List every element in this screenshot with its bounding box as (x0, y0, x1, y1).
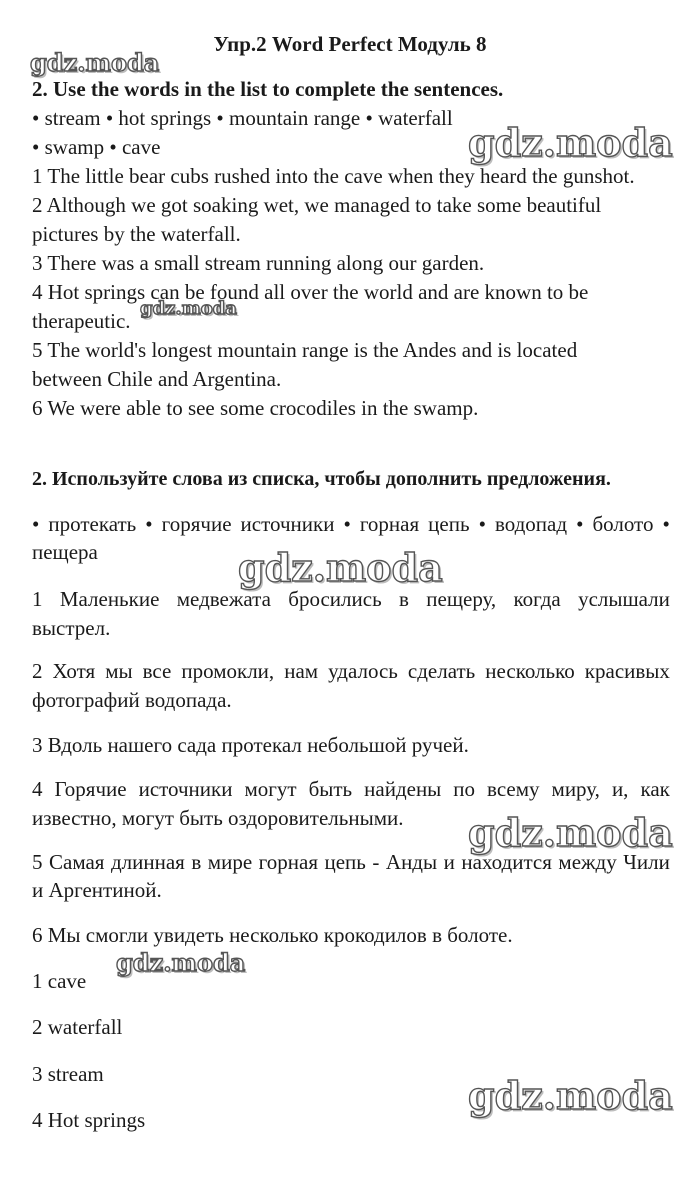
word: как (640, 777, 670, 801)
watermark-logo: gdz.moda (468, 810, 673, 855)
russian-sentence-4-line-2: известно, могут быть оздоровительными. (32, 806, 404, 830)
english-sentence-2-line-1: 2 Although we got soaking wet, we managed to take some beautiful (32, 193, 602, 217)
watermark-logo: gdz.moda (468, 1073, 673, 1118)
word: 4 (32, 777, 43, 801)
word: • (145, 512, 153, 536)
word: - (372, 850, 380, 874)
english-sentence-5-line-2: between Chile and Argentina. (32, 367, 282, 391)
russian-sentence-3: 3 Вдоль нашего сада протекал небольшой ручей. (32, 733, 469, 757)
russian-sentence-4-line-1 (32, 775, 670, 803)
word: • (478, 512, 486, 536)
english-instruction: 2. Use the words in the list to complete the sentences. (32, 77, 504, 101)
russian-word-list-line-1 (32, 510, 670, 538)
watermark-logo: gdz.moda (140, 298, 237, 319)
english-sentence-4-line-1: 4 Hot springs can be found all over the world and are known to be (32, 280, 589, 304)
word: находится (461, 850, 552, 874)
russian-sentence-2-line-1 (32, 657, 670, 685)
answer-3: 3 stream (32, 1062, 104, 1086)
word: услышали (578, 587, 670, 611)
word: нам (284, 659, 319, 683)
russian-sentence-5-line-1 (32, 848, 670, 876)
page-title: Упр.2 Word Perfect Модуль 8 (213, 32, 487, 56)
russian-sentence-1-line-2: выстрел. (32, 616, 111, 640)
word: и (443, 850, 455, 874)
word: горячие (161, 512, 232, 536)
russian-sentence-2-line-2: фотографий водопада. (32, 688, 232, 712)
word: между (558, 850, 617, 874)
word: Анды (385, 850, 438, 874)
english-sentence-5-line-1: 5 The world's longest mountain range is the Andes and is located (32, 338, 578, 362)
watermark-logo: gdz.moda (238, 545, 443, 590)
word: Чили (623, 850, 670, 874)
word: длинная (110, 850, 185, 874)
word: в (399, 587, 409, 611)
word: • (576, 512, 584, 536)
english-sentence-4-line-2: therapeutic. (32, 309, 131, 333)
word: Горячие (54, 777, 127, 801)
english-word-list-line-1: • stream • hot springs • mountain range • waterfall (32, 106, 453, 130)
word: источники (138, 777, 233, 801)
word: когда (513, 587, 561, 611)
word: 2 (32, 659, 43, 683)
word: быть (308, 777, 353, 801)
word: водопад (494, 512, 568, 536)
word: • (662, 512, 670, 536)
russian-sentence-5-line-2: и Аргентиной. (32, 878, 162, 902)
word: пещеру, (426, 587, 497, 611)
english-sentence-2-line-2: pictures by the waterfall. (32, 222, 241, 246)
word: Самая (49, 850, 105, 874)
word: сделать (407, 659, 476, 683)
english-sentence-6: 6 We were able to see some crocodiles in the swamp. (32, 396, 479, 420)
english-sentence-1: 1 The little bear cubs rushed into the cave when they heard the gunshot. (32, 164, 635, 188)
word: цепь (324, 850, 366, 874)
word: в (191, 850, 202, 874)
russian-sentence-6: 6 Мы смогли увидеть несколько крокодилов в болоте. (32, 923, 513, 947)
word: источники (240, 512, 335, 536)
russian-sentence-1-line-1 (32, 585, 670, 613)
russian-instruction: 2. Используйте слова из списка, чтобы дополнить предложения. (32, 468, 611, 490)
word: несколько (485, 659, 575, 683)
answer-4: 4 Hot springs (32, 1108, 146, 1132)
word: 1 (32, 587, 43, 611)
word: удалось (328, 659, 398, 683)
english-word-list-line-2: • swamp • cave (32, 135, 161, 159)
english-sentence-3: 3 There was a small stream running along our garden. (32, 251, 485, 275)
word: • (32, 512, 40, 536)
watermark-logo: gdz.moda (30, 48, 160, 77)
word: бросились (288, 587, 382, 611)
word: болото (592, 512, 654, 536)
answer-1: 1 cave (32, 969, 87, 993)
word: всему (487, 777, 540, 801)
word: цепь (428, 512, 470, 536)
word: • (343, 512, 351, 536)
word: и, (611, 777, 629, 801)
word: по (453, 777, 476, 801)
word: мы (105, 659, 133, 683)
word: красивых (584, 659, 670, 683)
word: Хотя (52, 659, 96, 683)
word: промокли, (181, 659, 275, 683)
word: медвежата (176, 587, 271, 611)
word: горная (359, 512, 420, 536)
word: 5 (32, 850, 43, 874)
word: горная (258, 850, 318, 874)
russian-word-list-line-2: пещера (32, 540, 98, 564)
word: найдены (364, 777, 442, 801)
word: протекать (48, 512, 137, 536)
watermark-logo: gdz.moda (116, 948, 246, 977)
word: все (142, 659, 172, 683)
word: миру, (551, 777, 600, 801)
word: Маленькие (59, 587, 160, 611)
word: могут (244, 777, 297, 801)
word: мире (207, 850, 253, 874)
watermark-logo: gdz.moda (468, 120, 673, 165)
answer-2: 2 waterfall (32, 1015, 123, 1039)
